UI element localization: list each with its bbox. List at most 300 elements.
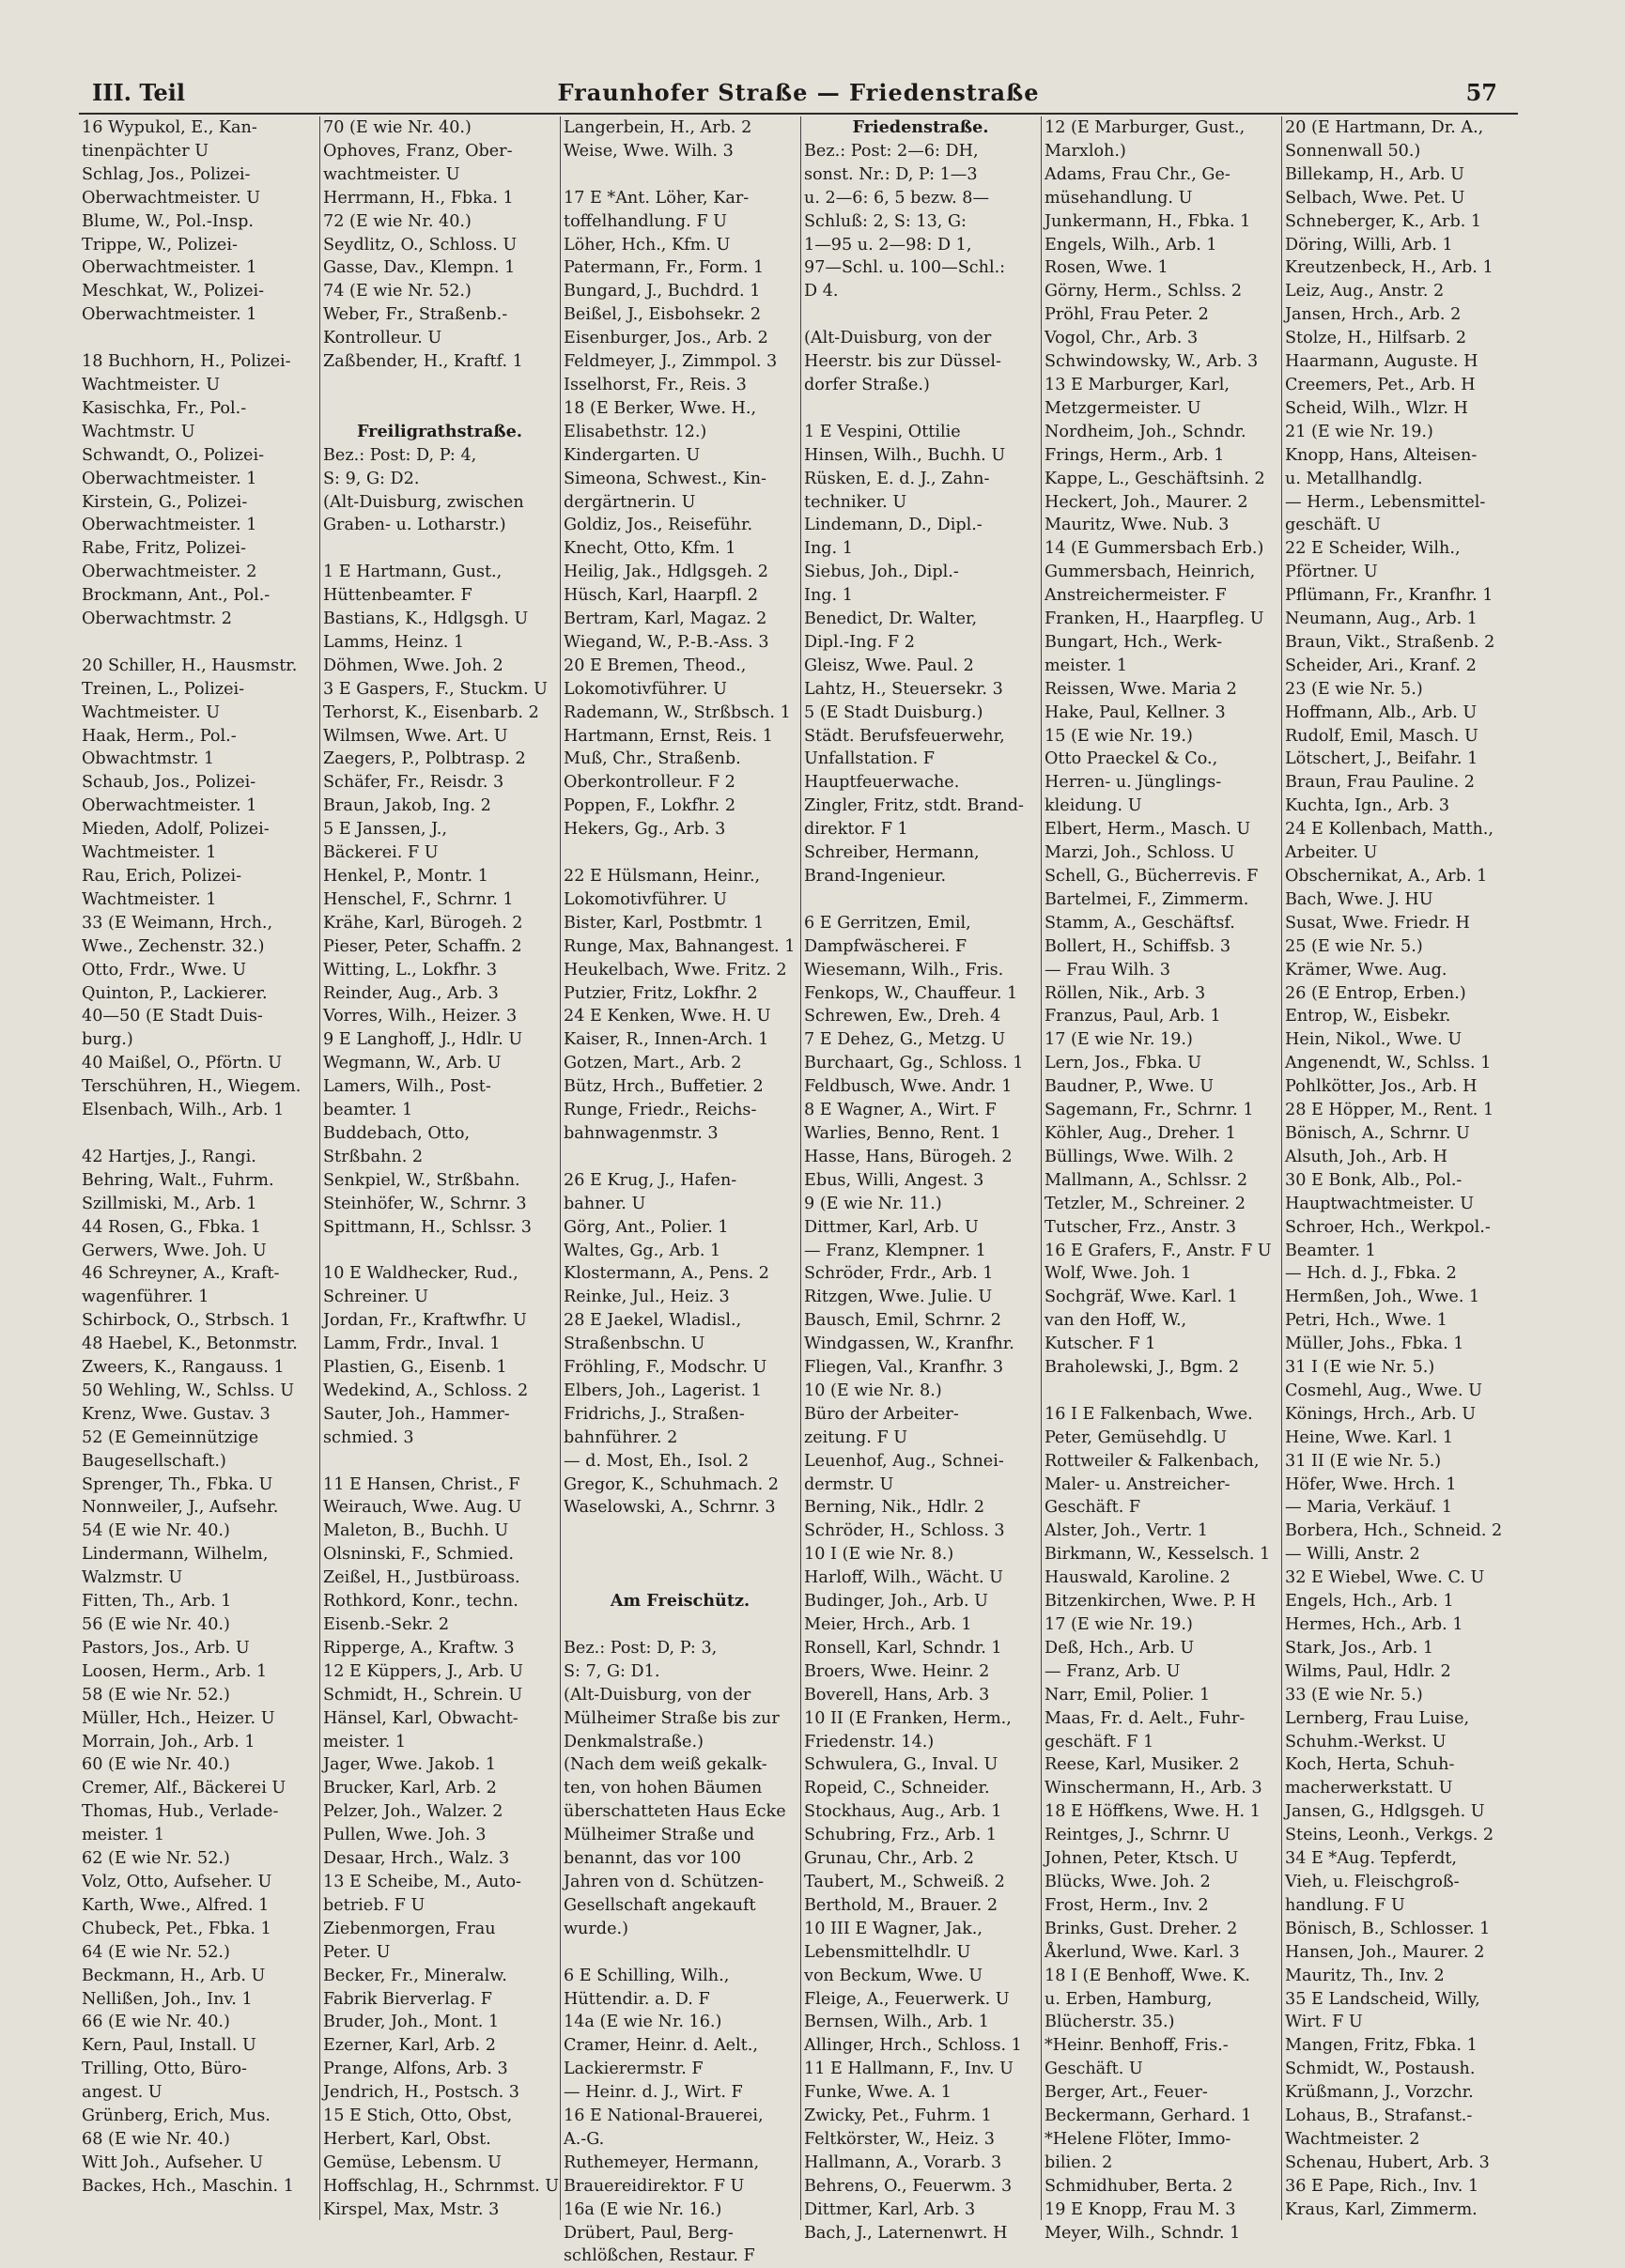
directory-entry: Zeißel, H., Justbüroass.: [323, 1568, 520, 1588]
directory-entry: Nordheim, Joh., Schndr.: [1045, 422, 1246, 441]
directory-entry: Patermann, Fr., Form. 1: [564, 258, 765, 278]
directory-entry: Tetzler, M., Schreiner. 2: [1045, 1194, 1246, 1213]
directory-entry: Kaiser, R., Innen-Arch. 1: [564, 1030, 769, 1050]
directory-entry: Rademann, W., Strßbsch. 1: [564, 702, 791, 722]
directory-entry: Johnen, Peter, Ktsch. U: [1045, 1849, 1239, 1869]
directory-entry: Bastians, K., Hdlgsgh. U: [323, 609, 529, 629]
directory-entry: Stark, Jos., Arb. 1: [1285, 1638, 1434, 1658]
directory-entry: benannt, das vor 100: [564, 1849, 741, 1869]
directory-entry: Wachtmeister. U: [82, 375, 221, 394]
directory-entry: Becker, Fr., Mineralw.: [323, 1966, 507, 1985]
directory-entry: Vogol, Chr., Arb. 3: [1045, 329, 1199, 348]
directory-entry: Pflümann, Fr., Kranfhr. 1: [1285, 586, 1493, 606]
directory-entry: Benedict, Dr. Walter,: [804, 609, 978, 629]
directory-entry: Brand-Ingenieur.: [804, 867, 947, 886]
directory-entry: Desaar, Hrch., Walz. 3: [323, 1849, 510, 1869]
directory-entry: Sauter, Joh., Hammer-: [323, 1404, 510, 1424]
directory-entry: Langerbein, H., Arb. 2: [564, 118, 752, 137]
directory-entry: Mieden, Adolf, Polizei-: [82, 820, 270, 840]
directory-entry: Bernsen, Wilh., Arb. 1: [804, 2013, 989, 2032]
directory-entry: Krenz, Wwe. Gustav. 3: [82, 1404, 271, 1424]
directory-entry: u. 2—6: 6, 5 bezw. 8—: [804, 188, 990, 208]
directory-entry: Meschkat, W., Polizei-: [82, 282, 265, 301]
directory-entry: Ruthemeyer, Hermann,: [564, 2152, 760, 2172]
directory-entry: Petri, Hch., Wwe. 1: [1285, 1311, 1447, 1331]
directory-entry: Kindergarten. U: [564, 445, 701, 465]
directory-entry: Knecht, Otto, Kfm. 1: [564, 539, 736, 559]
directory-entry: Görg, Ant., Polier. 1: [564, 1217, 729, 1237]
directory-entry: Berger, Art., Feuer-: [1045, 2083, 1208, 2103]
directory-entry: *Helene Flöter, Immo-: [1045, 2129, 1231, 2149]
directory-entry: Reissen, Wwe. Maria 2: [1045, 679, 1237, 699]
section-label: III. Teil: [92, 79, 185, 106]
directory-entry: Otto, Frdr., Wwe. U: [82, 960, 247, 980]
directory-entry: Bach, J., Laternenwrt. H: [804, 2223, 1008, 2243]
directory-entry: 64 (E wie Nr. 52.): [82, 1942, 230, 1962]
directory-entry: [801, 397, 1037, 421]
directory-entry: Brucker, Karl, Arb. 2: [323, 1779, 497, 1798]
directory-entry: Wwe., Zechenstr. 32.): [82, 936, 265, 956]
directory-entry: Lamm, Frdr., Inval. 1: [323, 1335, 501, 1354]
directory-entry: meister. 1: [323, 1732, 407, 1751]
column-6: [1281, 116, 1518, 2220]
directory-entry: Rothkord, Konr., techn.: [323, 1592, 518, 1612]
directory-entry: handlung. F U: [1285, 1895, 1405, 1915]
directory-entry: Maas, Fr. d. Aelt., Fuhr-: [1045, 1708, 1246, 1728]
directory-entry: (Nach dem weiß gekalk-: [564, 1755, 767, 1775]
directory-entry: Wedekind, A., Schloss. 2: [323, 1381, 529, 1400]
directory-entry: Friedenstr. 14.): [804, 1732, 935, 1751]
directory-entry: — Heinr. d. J., Wirt. F: [564, 2083, 743, 2103]
directory-entry: Röllen, Nik., Arb. 3: [1045, 983, 1206, 1003]
directory-entry: 10 III E Wagner, Jak.,: [804, 1919, 983, 1938]
directory-entry: [320, 537, 556, 561]
directory-entry: Weise, Wwe. Wilh. 3: [564, 141, 734, 161]
directory-entry: Peter. U: [323, 1942, 391, 1962]
directory-entry: Beamter. 1: [1285, 1241, 1376, 1260]
directory-entry: Rosen, Wwe. 1: [1045, 258, 1168, 278]
directory-entry: Mallmann, A., Schlssr. 2: [1045, 1170, 1248, 1190]
directory-entry: Jager, Wwe. Jakob. 1: [323, 1755, 497, 1775]
directory-entry: Taubert, M., Schweiß. 2: [804, 1872, 1005, 1891]
directory-entry: [320, 374, 556, 397]
directory-entry: Fröhling, F., Modschr. U: [564, 1358, 767, 1378]
directory-entry: Schubring, Frz., Arb. 1: [804, 1826, 998, 1845]
directory-entry: Könings, Hrch., Arb. U: [1285, 1404, 1477, 1424]
directory-entry: Hoffmann, Alb., Arb. U: [1285, 702, 1478, 722]
directory-entry: 14 (E Gummersbach Erb.): [1045, 539, 1264, 559]
directory-entry: Feldmeyer, J., Zimmpol. 3: [564, 352, 778, 372]
directory-entry: Zaßbender, H., Kraftf. 1: [323, 352, 523, 372]
directory-entry: Bäckerei. F U: [323, 843, 439, 863]
directory-entry: Leuenhof, Aug., Schnei-: [804, 1451, 1004, 1471]
directory-entry: Kontrolleur. U: [323, 329, 442, 348]
directory-entry: 18 Buchhorn, H., Polizei-: [82, 352, 291, 372]
directory-entry: kleidung. U: [1045, 796, 1142, 816]
directory-entry: Zweers, K., Rangauss. 1: [82, 1358, 285, 1378]
directory-entry: Schuhm.-Werkst. U: [1285, 1732, 1447, 1751]
directory-entry: Hüttenbeamter. F: [323, 586, 472, 606]
directory-entry: Ropeid, C., Schneider.: [804, 1779, 990, 1798]
directory-entry: 35 E Landscheid, Willy,: [1285, 1989, 1480, 2009]
directory-entry: 74 (E wie Nr. 52.): [323, 282, 472, 301]
directory-entry: Jansen, Hrch., Arb. 2: [1285, 305, 1462, 325]
directory-entry: Narr, Emil, Polier. 1: [1045, 1685, 1211, 1705]
directory-entry: Hoffschlag, H., Schrnmst. U: [323, 2176, 560, 2196]
directory-entry: 14a (E wie Nr. 16.): [564, 2013, 722, 2032]
directory-entry: Prange, Alfons, Arb. 3: [323, 2060, 508, 2079]
directory-entry: Henschel, F., Schrnr. 1: [323, 889, 514, 909]
directory-entry: schlößchen, Restaur. F: [564, 2246, 755, 2266]
directory-entry: Braun, Vikt., Straßenb. 2: [1285, 632, 1495, 652]
directory-entry: Jahren von d. Schützen-: [564, 1872, 765, 1891]
directory-entry: Volz, Otto, Aufseher. U: [82, 1872, 272, 1891]
directory-entry: Hake, Paul, Kellner. 3: [1045, 702, 1226, 722]
directory-entry: 8 E Wagner, A., Wirt. F: [804, 1101, 997, 1120]
directory-entry: bilien. 2: [1045, 2152, 1113, 2172]
directory-entry: Wilmsen, Wwe. Art. U: [323, 726, 508, 746]
directory-entry: 10 (E wie Nr. 8.): [804, 1381, 942, 1400]
directory-entry: 10 I (E wie Nr. 8.): [804, 1545, 954, 1565]
column-5: [1041, 116, 1277, 2243]
directory-entry: Hekers, Gg., Arb. 3: [564, 820, 726, 840]
directory-entry: toffelhandlung. F U: [564, 211, 727, 231]
directory-entry: 25 (E wie Nr. 5.): [1285, 936, 1423, 956]
directory-entry: Cramer, Heinr. d. Aelt.,: [564, 2036, 758, 2056]
directory-entry: bahnführer. 2: [564, 1427, 678, 1447]
directory-entry: Zingler, Fritz, stdt. Brand-: [804, 796, 1024, 816]
directory-entry: — Franz, Klempner. 1: [804, 1241, 986, 1260]
directory-entry: Kappe, L., Geschäftsinh. 2: [1045, 469, 1265, 488]
directory-entry: Rudolf, Emil, Masch. U: [1285, 726, 1478, 746]
directory-entry: Beckermann, Gerhard. 1: [1045, 2106, 1252, 2126]
directory-entry: Elbert, Herm., Masch. U: [1045, 820, 1251, 840]
directory-entry: 40—50 (E Stadt Duis-: [82, 1007, 263, 1026]
directory-entry: Fliegen, Val., Kranfhr. 3: [804, 1358, 1004, 1378]
directory-entry: Müller, Hch., Heizer. U: [82, 1708, 275, 1728]
directory-entry: Geschäft. U: [1045, 2060, 1143, 2079]
directory-entry: Oberwachtmeister. 2: [82, 563, 257, 582]
directory-entry: [561, 841, 797, 865]
directory-entry: Gotzen, Mart., Arb. 2: [564, 1054, 742, 1073]
directory-entry: Mangen, Fritz, Fbka. 1: [1285, 2036, 1478, 2056]
directory-entry: Kutscher. F 1: [1045, 1335, 1156, 1354]
directory-entry: Terschühren, H., Wiegem.: [82, 1077, 302, 1097]
directory-entry: Haak, Herm., Pol.-: [82, 726, 237, 746]
directory-entry: *Heinr. Benhoff, Fris.-: [1045, 2036, 1229, 2056]
directory-entry: Grünberg, Erich, Mus.: [82, 2106, 271, 2126]
directory-entry: 6 E Schilling, Wilh.,: [564, 1966, 730, 1985]
directory-entry: Walzmstr. U: [82, 1568, 183, 1588]
directory-entry: — Willi, Anstr. 2: [1285, 1545, 1420, 1565]
directory-entry: Hüttendir. a. D. F: [564, 1989, 710, 2009]
directory-entry: 6 E Gerritzen, Emil,: [804, 913, 971, 933]
directory-entry: 58 (E wie Nr. 52.): [82, 1685, 230, 1705]
directory-entry: Adams, Frau Chr., Ge-: [1045, 164, 1230, 184]
directory-entry: Henkel, P., Montr. 1: [323, 867, 488, 886]
directory-entry: Szillmiski, M., Arb. 1: [82, 1194, 257, 1213]
directory-entry: Schell, G., Bücherrevis. F: [1045, 867, 1259, 886]
directory-entry: Buddebach, Otto,: [323, 1123, 471, 1143]
directory-entry: Neumann, Aug., Arb. 1: [1285, 609, 1478, 629]
directory-entry: Herrmann, H., Fbka. 1: [323, 188, 514, 208]
directory-entry: (Alt-Duisburg, zwischen: [323, 492, 524, 512]
directory-entry: 19 E Knopp, Frau M. 3: [1045, 2199, 1236, 2219]
directory-entry: Birkmann, W., Kesselsch. 1: [1045, 1545, 1271, 1565]
directory-entry: 15 E Stich, Otto, Obst,: [323, 2106, 513, 2126]
directory-entry: Ebus, Willi, Angest. 3: [804, 1170, 984, 1190]
directory-entry: 70 (E wie Nr. 40.): [323, 118, 472, 137]
directory-entry: Pieser, Peter, Schaffn. 2: [323, 936, 522, 956]
directory-entry: Rabe, Fritz, Polizei-: [82, 539, 246, 559]
directory-entry: Ezerner, Karl, Arb. 2: [323, 2036, 496, 2056]
directory-entry: bahner. U: [564, 1194, 646, 1213]
directory-entry: 9 E Langhoff, J., Hdlr. U: [323, 1030, 523, 1050]
directory-entry: Mülheimer Straße bis zur: [564, 1708, 780, 1728]
directory-entry: macherwerkstatt. U: [1285, 1779, 1453, 1798]
directory-entry: Hasse, Hans, Bürogeh. 2: [804, 1147, 1013, 1166]
directory-entry: wagenführer. 1: [82, 1288, 209, 1307]
directory-entry: Wiegand, W., P.-B.-Ass. 3: [564, 632, 769, 652]
directory-entry: 16 E National-Brauerei,: [564, 2106, 764, 2126]
directory-entry: Klostermann, A., Pens. 2: [564, 1264, 769, 1284]
directory-entry: Quinton, P., Lackierer.: [82, 983, 268, 1003]
directory-entry: 46 Schreyner, A., Kraft-: [82, 1264, 280, 1284]
directory-entry: 44 Rosen, G., Fbka. 1: [82, 1217, 261, 1237]
directory-entry: Elisabethstr. 12.): [564, 422, 707, 441]
directory-entry: Waselowski, A., Schrnr. 3: [564, 1498, 776, 1518]
directory-entry: Döhmen, Wwe. Joh. 2: [323, 656, 503, 675]
directory-entry: Deß, Hch., Arb. U: [1045, 1638, 1195, 1658]
directory-entry: direktor. F 1: [804, 820, 908, 840]
directory-entry: 28 E Jaekel, Wladisl.,: [564, 1311, 742, 1331]
directory-entry: Berthold, M., Brauer. 2: [804, 1895, 998, 1915]
directory-entry: Bungard, J., Buchdrd. 1: [564, 282, 761, 301]
directory-entry: Büllings, Wwe. Wilh. 2: [1045, 1147, 1234, 1166]
directory-entry: Billekamp, H., Arb. U: [1285, 164, 1465, 184]
directory-entry: Winschermann, H., Arb. 3: [1045, 1779, 1262, 1798]
directory-entry: Lackierermstr. F: [564, 2060, 704, 2079]
page-header: [79, 75, 1518, 115]
directory-entry: Gasse, Dav., Klempn. 1: [323, 258, 516, 278]
directory-entry: Reinke, Jul., Heiz. 3: [564, 1288, 730, 1307]
directory-entry: Oberwachtmeister. U: [82, 188, 261, 208]
directory-entry: Bungart, Hch., Werk-: [1045, 632, 1223, 652]
directory-entry: Büro der Arbeiter-: [804, 1404, 959, 1424]
directory-entry: — Frau Wilh. 3: [1045, 960, 1170, 980]
directory-entry: Schaub, Jos., Polizei-: [82, 773, 256, 793]
directory-entry: 20 E Bremen, Theod.,: [564, 656, 747, 675]
directory-entry: Schreiner. U: [323, 1288, 428, 1307]
directory-entry: Zaegers, P., Polbtrasp. 2: [323, 749, 526, 769]
directory-entry: Beckmann, H., Arb. U: [82, 1966, 266, 1985]
directory-entry: Terhorst, K., Eisenbarb. 2: [323, 702, 539, 722]
directory-entry: Lamms, Heinz. 1: [323, 632, 465, 652]
directory-entry: Bartelmei, F., Zimmerm.: [1045, 889, 1249, 909]
directory-entry: geschäft. U: [1285, 516, 1381, 535]
directory-entry: Pastors, Jos., Arb. U: [82, 1638, 250, 1658]
directory-entry: Witt Joh., Aufseher. U: [82, 2152, 264, 2172]
directory-entry: Bollert, H., Schiffsb. 3: [1045, 936, 1231, 956]
directory-entry: Ophoves, Franz, Ober-: [323, 141, 513, 161]
directory-entry: Löher, Hch., Kfm. U: [564, 235, 731, 255]
directory-entry: Vieh, u. Fleischgroß-: [1285, 1872, 1460, 1891]
column-4: [800, 116, 1037, 2243]
directory-entry: Herbert, Karl, Obst.: [323, 2129, 491, 2149]
directory-entry: meister. 1: [82, 1826, 165, 1845]
directory-entry: Tutscher, Frz., Anstr. 3: [1045, 1217, 1237, 1237]
directory-entry: Schröder, Frdr., Arb. 1: [804, 1264, 994, 1284]
directory-entry: Kern, Paul, Install. U: [82, 2036, 256, 2056]
street-heading: Freiligrathstraße.: [357, 421, 522, 441]
directory-entry: Pullen, Wwe. Joh. 3: [323, 1826, 487, 1845]
directory-entry: tinenpächter U: [82, 141, 209, 161]
directory-entry: Lindermann, Wilhelm,: [82, 1545, 269, 1565]
directory-entry: — d. Most, Eh., Isol. 2: [564, 1451, 750, 1471]
directory-entry: 66 (E wie Nr. 40.): [82, 2013, 230, 2032]
directory-entry: Schlag, Jos., Polizei-: [82, 164, 251, 184]
directory-entry: 22 E Scheider, Wilh.,: [1285, 539, 1461, 559]
directory-entry: Witting, L., Lokfhr. 3: [323, 960, 498, 980]
directory-entry: Hermßen, Joh., Wwe. 1: [1285, 1288, 1480, 1307]
directory-entry: Lamers, Wilh., Post-: [323, 1077, 491, 1097]
directory-entry: Cosmehl, Aug., Wwe. U: [1285, 1381, 1482, 1400]
directory-entry: Reintges, J., Schrnr. U: [1045, 1826, 1230, 1845]
directory-entry: Lahtz, H., Steuersekr. 3: [804, 679, 1003, 699]
directory-entry: Braun, Frau Pauline. 2: [1285, 773, 1475, 793]
directory-entry: Wachtmstr. U: [82, 422, 195, 441]
directory-entry: Peter, Gemüsehdlg. U: [1045, 1427, 1228, 1447]
directory-entry: Entrop, W., Eisbekr.: [1285, 1007, 1451, 1026]
directory-entry: Höfer, Wwe. Hrch. 1: [1285, 1474, 1457, 1494]
directory-entry: Wiesemann, Wilh., Fris.: [804, 960, 1004, 980]
directory-entry: Bausch, Emil, Schrnr. 2: [804, 1311, 1001, 1331]
directory-entry: [561, 1520, 797, 1543]
directory-entry: Oberwachtmeister. 1: [82, 516, 257, 535]
directory-entry: Kuchta, Ign., Arb. 3: [1285, 796, 1450, 816]
directory-entry: sonst. Nr.: D, P: 1—3: [804, 164, 978, 184]
directory-entry: Lokomotivführer. U: [564, 679, 727, 699]
directory-entry: Bönisch, A., Schrnr. U: [1285, 1123, 1470, 1143]
directory-entry: u. Erben, Hamburg,: [1045, 1989, 1213, 2009]
directory-entry: 1—95 u. 2—98: D 1,: [804, 235, 972, 255]
directory-entry: Siebus, Joh., Dipl.-: [804, 563, 959, 582]
directory-entry: Beißel, J., Eisbohsekr. 2: [564, 305, 762, 325]
directory-entry: Meyer, Wilh., Schndr. 1: [1045, 2223, 1241, 2243]
directory-entry: Jansen, G., Hdlgsgeh. U: [1285, 1802, 1485, 1822]
directory-entry: Schwulera, G., Inval. U: [804, 1755, 998, 1775]
directory-entry: Rottweiler & Falkenbach,: [1045, 1451, 1260, 1471]
directory-entry: Junkermann, H., Fbka. 1: [1045, 211, 1251, 231]
directory-entry: Engels, Hch., Arb. 1: [1285, 1592, 1454, 1612]
directory-entry: Herren- u. Jünglings-: [1045, 773, 1222, 793]
directory-entry: Berning, Nik., Hdlr. 2: [804, 1498, 985, 1518]
directory-entry: — Hch. d. J., Fbka. 2: [1285, 1264, 1457, 1284]
directory-entry: 42 Hartjes, J., Rangi.: [82, 1147, 256, 1166]
page-number: 57: [1465, 79, 1497, 106]
directory-entry: Reese, Karl, Musiker. 2: [1045, 1755, 1240, 1775]
directory-entry: Gesellschaft angekauft: [564, 1895, 756, 1915]
directory-entry: 18 I (E Benhoff, Wwe. K.: [1045, 1966, 1250, 1985]
directory-entry: 24 E Kollenbach, Matth.,: [1285, 820, 1493, 840]
directory-entry: Schmidt, W., Postaush.: [1285, 2060, 1476, 2079]
directory-entry: Strßbahn. 2: [323, 1147, 424, 1166]
directory-entry: Runge, Max, Bahnangest. 1: [564, 936, 796, 956]
directory-entry: Scheider, Ari., Kranf. 2: [1285, 656, 1477, 675]
directory-entry: [561, 1941, 797, 1965]
directory-entry: Hüsch, Karl, Haarpfl. 2: [564, 586, 759, 606]
directory-entry: Ing. 1: [804, 539, 853, 559]
directory-entry: Stamm, A., Geschäftsf.: [1045, 913, 1235, 933]
directory-entry: Ronsell, Karl, Schndr. 1: [804, 1638, 1002, 1658]
directory-entry: Thomas, Hub., Verlade-: [82, 1802, 279, 1822]
directory-entry: Broers, Wwe. Heinr. 2: [804, 1661, 990, 1681]
directory-entry: Frings, Herm., Arb. 1: [1045, 445, 1225, 465]
directory-entry: Schwindowsky, W., Arb. 3: [1045, 352, 1259, 372]
directory-entry: 23 (E wie Nr. 5.): [1285, 679, 1423, 699]
directory-entry: [320, 1240, 556, 1263]
directory-entry: Trippe, W., Polizei-: [82, 235, 238, 255]
directory-entry: Ing. 1: [804, 586, 853, 606]
directory-entry: Gregor, K., Schuhmach. 2: [564, 1474, 779, 1494]
directory-entry: [320, 1450, 556, 1473]
directory-entry: Schenau, Hubert, Arb. 3: [1285, 2152, 1490, 2172]
directory-entry: 24 E Kenken, Wwe. H. U: [564, 1007, 771, 1026]
directory-entry: 13 E Scheibe, M., Auto-: [323, 1872, 521, 1891]
directory-entry: 12 E Küppers, J., Arb. U: [323, 1661, 523, 1681]
street-heading: Friedenstraße.: [852, 117, 989, 137]
directory-entry: Engels, Wilh., Arb. 1: [1045, 235, 1217, 255]
directory-entry: Fitten, Th., Arb. 1: [82, 1592, 232, 1612]
directory-entry: Schmidhuber, Berta. 2: [1045, 2176, 1233, 2196]
directory-entry: Hallmann, A., Vorarb. 3: [804, 2152, 1002, 2172]
directory-entry: Wachtmeister. U: [82, 702, 221, 722]
directory-entry: Pohlkötter, Jos., Arb. H: [1285, 1077, 1478, 1097]
directory-entry: Kirspel, Max, Mstr. 3: [323, 2199, 500, 2219]
directory-entry: Wilms, Paul, Hdlr. 2: [1285, 1661, 1451, 1681]
column-1: [79, 116, 315, 2220]
directory-entry: wurde.): [564, 1919, 628, 1938]
directory-entry: Burchaart, Gg., Schloss. 1: [804, 1054, 1024, 1073]
directory-entry: Obschernikat, A., Arb. 1: [1285, 867, 1488, 886]
directory-entry: 17 E *Ant. Löher, Kar-: [564, 188, 750, 208]
directory-entry: Marxloh.): [1045, 141, 1126, 161]
directory-entry: Bertram, Karl, Magaz. 2: [564, 609, 767, 629]
directory-entry: Frost, Herm., Inv. 2: [1045, 1895, 1209, 1915]
directory-entry: 62 (E wie Nr. 52.): [82, 1849, 230, 1869]
directory-entry: Budinger, Joh., Arb. U: [804, 1592, 988, 1612]
directory-entry: 30 E Bonk, Alb., Pol.-: [1285, 1170, 1462, 1190]
directory-entry: 60 (E wie Nr. 40.): [82, 1755, 230, 1775]
directory-entry: 10 E Waldhecker, Rud.,: [323, 1264, 518, 1284]
directory-entry: 26 E Krug, J., Hafen-: [564, 1170, 737, 1190]
directory-columns: [79, 116, 1518, 2266]
directory-entry: Oberwachtmeister. 1: [82, 305, 257, 325]
directory-entry: Heukelbach, Wwe. Fritz. 2: [564, 960, 787, 980]
directory-entry: 33 (E wie Nr. 5.): [1285, 1685, 1423, 1705]
directory-entry: Hänsel, Karl, Obwacht-: [323, 1708, 518, 1728]
directory-entry: Krämer, Wwe. Aug.: [1285, 960, 1447, 980]
directory-entry: u. Metallhandlg.: [1285, 469, 1423, 488]
directory-entry: Marzi, Joh., Schloss. U: [1045, 843, 1235, 863]
directory-entry: Elbers, Joh., Lagerist. 1: [564, 1381, 762, 1400]
directory-entry: Dampfwäscherei. F: [804, 936, 967, 956]
directory-entry: Steinhöfer, W., Schrnr. 3: [323, 1194, 527, 1213]
directory-entry: Steins, Leonh., Verkgs. 2: [1285, 1826, 1494, 1845]
directory-entry: Anstreichermeister. F: [1045, 586, 1227, 606]
directory-entry: bahnwagenmstr. 3: [564, 1123, 719, 1143]
directory-entry: 11 E Hansen, Christ., F: [323, 1474, 520, 1494]
